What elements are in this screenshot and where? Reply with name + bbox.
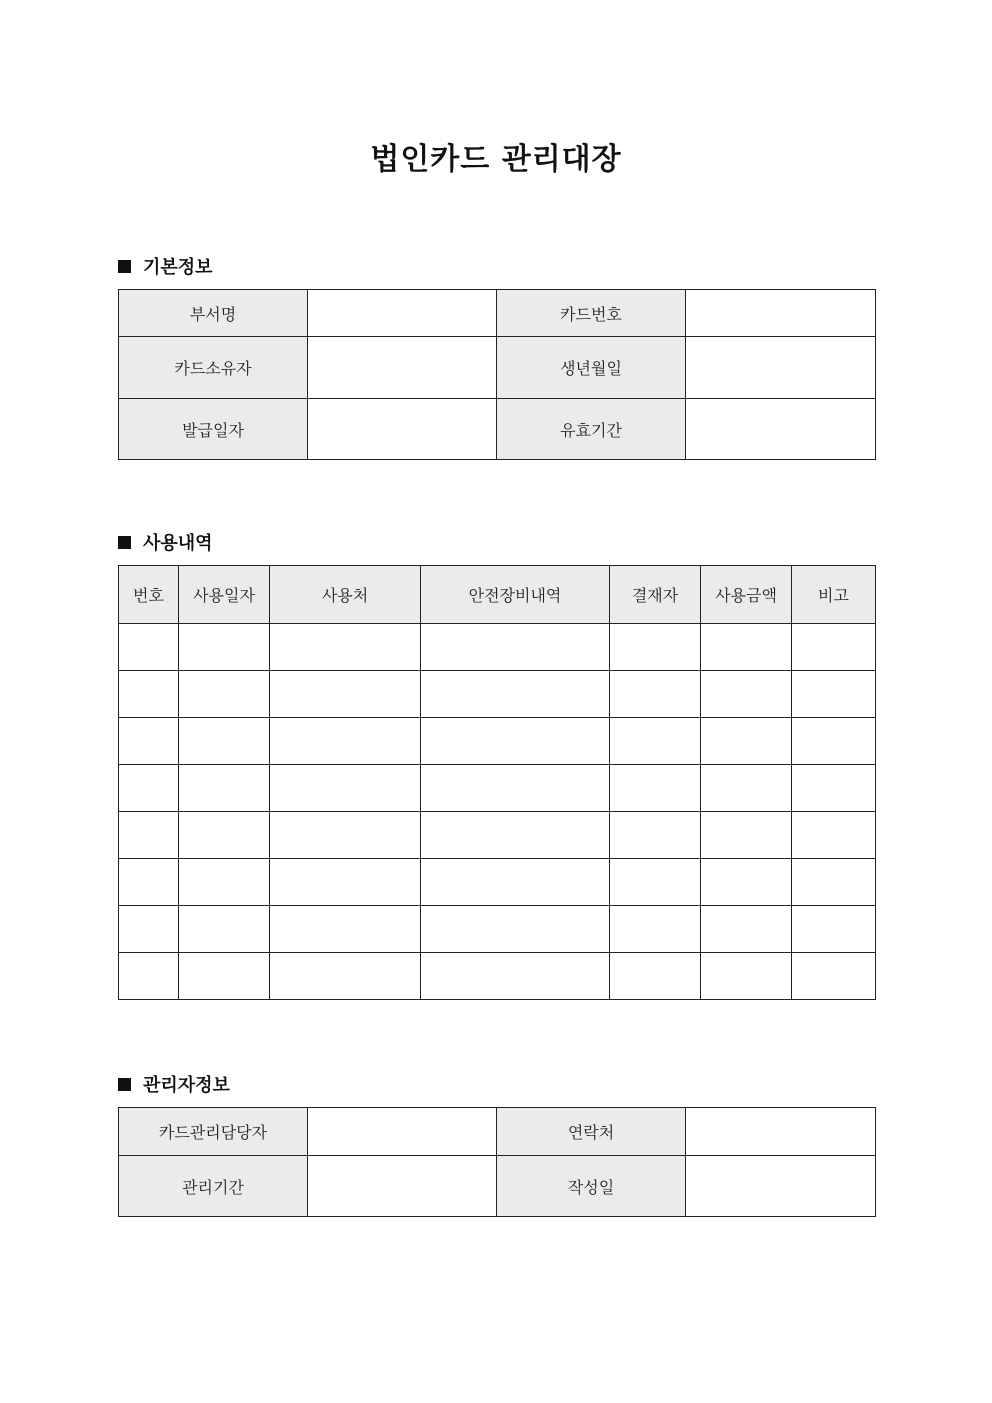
table-cell[interactable] (610, 906, 701, 953)
table-cell[interactable] (610, 718, 701, 765)
value-cell[interactable] (686, 290, 876, 337)
label-cell: 부서명 (119, 290, 308, 337)
value-cell[interactable] (308, 399, 497, 460)
table-row (119, 906, 876, 953)
value-cell[interactable] (686, 337, 876, 399)
section-heading-manager-label: 관리자정보 (143, 1075, 230, 1096)
table-row (119, 337, 876, 399)
label-cell: 관리기간 (119, 1156, 308, 1217)
table-cell[interactable] (421, 765, 610, 812)
label-cell: 연락처 (497, 1108, 686, 1156)
table-row (119, 290, 876, 337)
table-cell[interactable] (270, 765, 421, 812)
value-cell[interactable] (308, 1108, 497, 1156)
table-cell[interactable] (610, 624, 701, 671)
square-bullet-icon (118, 1078, 131, 1091)
table-row (119, 399, 876, 460)
label-cell: 카드번호 (497, 290, 686, 337)
table-cell[interactable] (179, 624, 270, 671)
label-cell: 생년월일 (497, 337, 686, 399)
table-cell[interactable] (792, 859, 876, 906)
value-cell[interactable] (686, 1108, 876, 1156)
table-row (119, 718, 876, 765)
label-cell: 카드소유자 (119, 337, 308, 399)
table-cell[interactable] (421, 624, 610, 671)
table-cell[interactable] (792, 906, 876, 953)
table-cell[interactable] (701, 906, 792, 953)
section-heading-manager (118, 1071, 230, 1097)
label-cell: 작성일 (497, 1156, 686, 1217)
table-cell[interactable] (792, 671, 876, 718)
column-header: 결재자 (610, 566, 701, 624)
value-cell[interactable] (308, 1156, 497, 1217)
usage-table-body (119, 624, 876, 1000)
table-cell[interactable] (179, 812, 270, 859)
table-cell[interactable] (270, 624, 421, 671)
value-cell[interactable] (686, 399, 876, 460)
table-cell[interactable] (701, 953, 792, 1000)
value-cell[interactable] (308, 290, 497, 337)
usage-table (118, 565, 876, 1000)
table-cell[interactable] (421, 718, 610, 765)
label-cell: 카드관리담당자 (119, 1108, 308, 1156)
table-cell[interactable] (421, 859, 610, 906)
table-cell[interactable] (421, 671, 610, 718)
value-cell[interactable] (308, 337, 497, 399)
label-cell: 유효기간 (497, 399, 686, 460)
table-row (119, 812, 876, 859)
column-header: 비고 (792, 566, 876, 624)
table-cell[interactable] (270, 953, 421, 1000)
column-header: 사용금액 (701, 566, 792, 624)
table-cell[interactable] (792, 953, 876, 1000)
table-cell[interactable] (119, 953, 179, 1000)
table-cell[interactable] (701, 859, 792, 906)
table-cell[interactable] (610, 765, 701, 812)
square-bullet-icon (118, 536, 131, 549)
table-cell[interactable] (179, 953, 270, 1000)
column-header: 안전장비내역 (421, 566, 610, 624)
table-cell[interactable] (610, 812, 701, 859)
table-cell[interactable] (179, 718, 270, 765)
table-cell[interactable] (270, 859, 421, 906)
table-cell[interactable] (179, 671, 270, 718)
table-cell[interactable] (701, 671, 792, 718)
table-row (119, 1108, 876, 1156)
table-cell[interactable] (119, 906, 179, 953)
table-row (119, 953, 876, 1000)
table-cell[interactable] (610, 671, 701, 718)
basic-info-table (118, 289, 876, 460)
table-cell[interactable] (701, 718, 792, 765)
table-cell[interactable] (119, 859, 179, 906)
section-heading-usage-label: 사용내역 (143, 533, 213, 554)
table-cell[interactable] (179, 906, 270, 953)
section-heading-basic (118, 253, 213, 279)
table-cell[interactable] (701, 812, 792, 859)
table-cell[interactable] (792, 765, 876, 812)
table-cell[interactable] (270, 718, 421, 765)
manager-info-table (118, 1107, 876, 1217)
table-header-row (119, 566, 876, 624)
table-row (119, 1156, 876, 1217)
table-row (119, 624, 876, 671)
table-cell[interactable] (270, 812, 421, 859)
table-cell[interactable] (421, 953, 610, 1000)
table-cell[interactable] (792, 624, 876, 671)
table-cell[interactable] (792, 812, 876, 859)
table-cell[interactable] (610, 859, 701, 906)
column-header: 번호 (119, 566, 179, 624)
table-row (119, 671, 876, 718)
section-heading-usage (118, 529, 213, 555)
table-cell[interactable] (179, 765, 270, 812)
table-cell[interactable] (119, 812, 179, 859)
table-cell[interactable] (421, 812, 610, 859)
table-cell[interactable] (701, 765, 792, 812)
table-cell[interactable] (792, 718, 876, 765)
square-bullet-icon (118, 260, 131, 273)
table-cell[interactable] (119, 718, 179, 765)
table-cell[interactable] (179, 859, 270, 906)
label-cell: 발급일자 (119, 399, 308, 460)
section-heading-basic-label: 기본정보 (143, 257, 213, 278)
table-cell[interactable] (270, 906, 421, 953)
table-cell[interactable] (119, 765, 179, 812)
page-title: 법인카드 관리대장 (370, 142, 622, 177)
table-cell[interactable] (270, 671, 421, 718)
column-header: 사용처 (270, 566, 421, 624)
table-cell[interactable] (701, 624, 792, 671)
table-row (119, 765, 876, 812)
table-cell[interactable] (610, 953, 701, 1000)
table-cell[interactable] (119, 624, 179, 671)
value-cell[interactable] (686, 1156, 876, 1217)
table-row (119, 859, 876, 906)
column-header: 사용일자 (179, 566, 270, 624)
table-cell[interactable] (119, 671, 179, 718)
table-cell[interactable] (421, 906, 610, 953)
